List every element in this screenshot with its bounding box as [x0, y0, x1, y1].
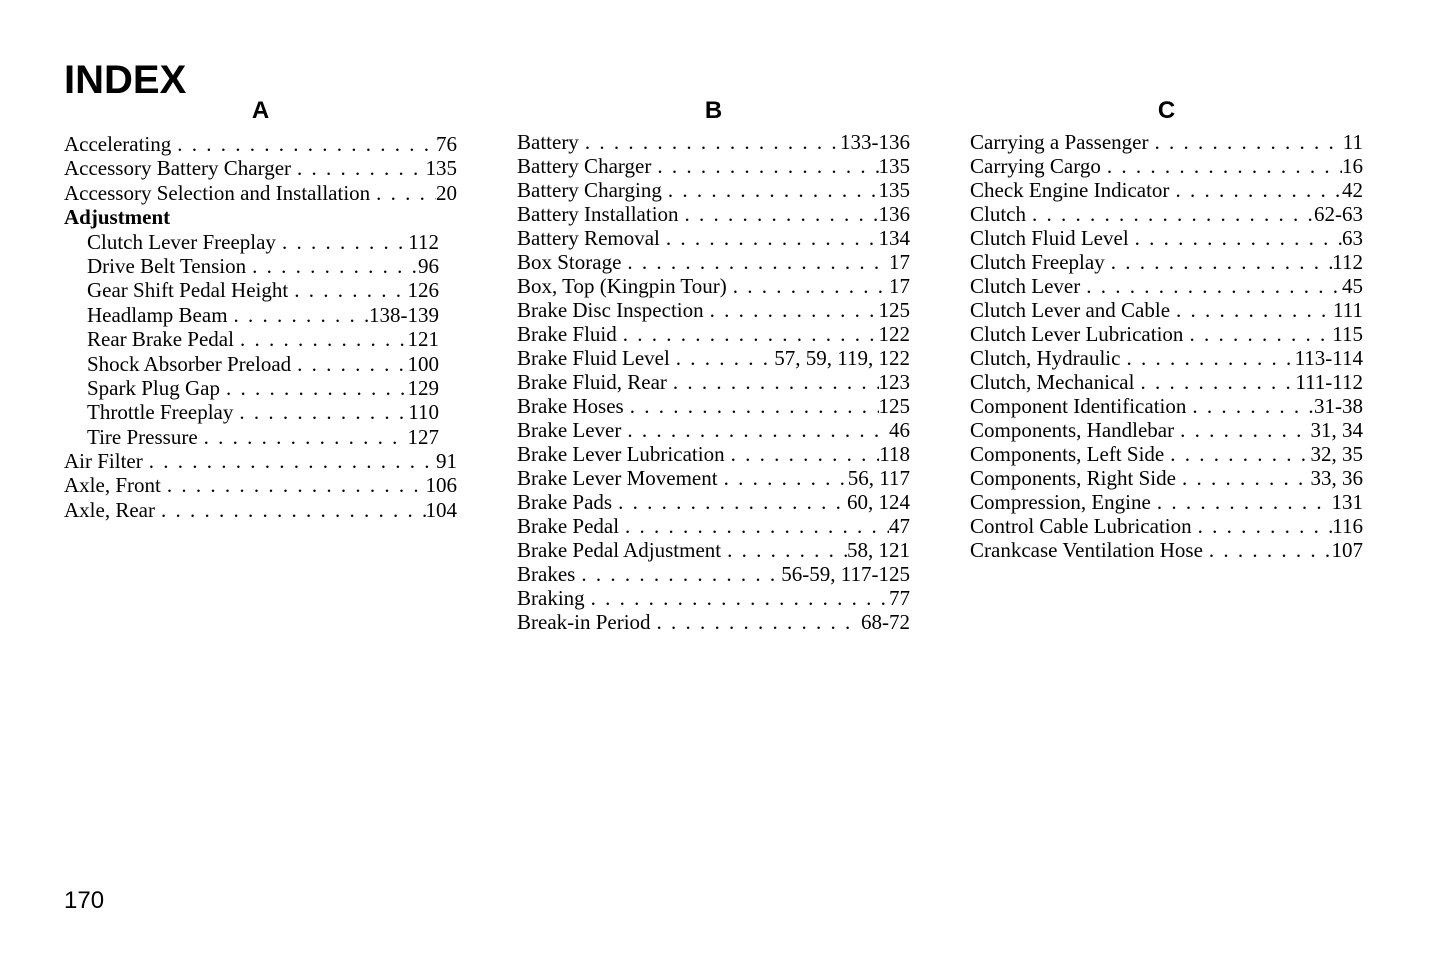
entry-label: Brake Hoses [517, 394, 624, 418]
entry-list [64, 132, 457, 522]
entry-label: Headlamp Beam [87, 302, 228, 327]
entry-pages: 113-114 [1294, 346, 1363, 370]
index-entry [517, 130, 910, 154]
entry-label: Box, Top (Kingpin Tour) [517, 274, 727, 298]
index-sub-entry [64, 400, 457, 424]
index-subheading: Adjustment [64, 205, 171, 230]
index-sub-entry [64, 230, 457, 254]
entry-label: Axle, Front [64, 473, 161, 498]
entry-label: Clutch, Hydraulic [970, 346, 1121, 370]
index-entry [970, 154, 1363, 178]
dot-leader [725, 442, 880, 466]
dot-leader [233, 400, 408, 424]
dot-leader [234, 327, 408, 351]
index-entry [517, 442, 910, 466]
index-column-a [64, 96, 457, 522]
entry-pages: 126 [407, 278, 439, 303]
dot-leader [1101, 154, 1342, 178]
entry-pages: 56-59, 117-125 [781, 562, 910, 586]
entry-label: Shock Absorber Preload [87, 351, 292, 376]
index-sub-entry [64, 303, 457, 327]
entry-pages: 131 [1331, 490, 1363, 514]
entry-label: Clutch Freeplay [970, 250, 1105, 274]
index-entry [64, 473, 457, 497]
index-entry [970, 226, 1363, 250]
section-letter: C [1157, 97, 1176, 124]
dot-leader [1026, 202, 1314, 226]
entry-label: Throttle Freeplay [87, 400, 234, 425]
dot-leader [276, 230, 408, 254]
entry-pages: 76 [436, 132, 457, 156]
dot-leader [155, 498, 426, 522]
entry-label: Box Storage [517, 250, 622, 274]
index-entry [517, 514, 910, 538]
dot-leader [621, 418, 889, 442]
entry-pages: 135 [878, 154, 910, 178]
dot-leader [585, 586, 889, 610]
entry-label: Carrying a Passenger [970, 130, 1149, 154]
entry-label: Components, Right Side [970, 466, 1176, 490]
index-entry [517, 346, 910, 370]
dot-leader [198, 425, 408, 449]
entry-label: Brake Lever Lubrication [517, 442, 725, 466]
dot-leader [1120, 346, 1294, 370]
entry-pages: 123 [878, 370, 910, 394]
entry-pages: 100 [407, 351, 439, 376]
entry-pages: 104 [425, 497, 457, 522]
entry-list [970, 130, 1363, 562]
index-sub-entry [64, 352, 457, 376]
dot-leader [228, 303, 369, 327]
dot-leader [660, 226, 879, 250]
index-sub-entry [64, 376, 457, 400]
index-entry [517, 466, 910, 490]
entry-label: Accessory Battery Charger [64, 156, 292, 181]
dot-leader [667, 370, 879, 394]
entry-pages: 58, 121 [847, 538, 910, 562]
entry-label: Clutch Lever Freeplay [87, 229, 276, 254]
index-entry [970, 130, 1363, 154]
dot-leader [621, 250, 889, 274]
entry-pages: 96 [418, 253, 439, 278]
entry-pages: 63 [1342, 226, 1363, 250]
entry-label: Brake Fluid [517, 322, 617, 346]
index-entry [970, 538, 1363, 562]
entry-pages: 127 [407, 424, 439, 449]
dot-leader [220, 376, 408, 400]
index-entry [517, 418, 910, 442]
index-entry [970, 394, 1363, 418]
entry-label: Gear Shift Pedal Height [87, 278, 289, 303]
index-column-b [517, 96, 910, 634]
dot-leader [291, 156, 425, 180]
entry-label: Rear Brake Pedal [87, 327, 234, 352]
index-entry [517, 322, 910, 346]
dot-leader [1192, 514, 1333, 538]
entry-pages: 17 [889, 274, 910, 298]
entry-pages: 46 [889, 418, 910, 442]
entry-pages: 136 [878, 202, 910, 226]
entry-pages: 32, 35 [1310, 442, 1363, 466]
entry-label: Check Engine Indicator [970, 178, 1170, 202]
entry-pages: 125 [878, 394, 910, 418]
index-entry [970, 322, 1363, 346]
entry-label: Clutch Lever and Cable [970, 298, 1171, 322]
entry-label: Carrying Cargo [970, 154, 1101, 178]
entry-label: Brake Lever [517, 418, 622, 442]
entry-pages: 111-112 [1295, 370, 1363, 394]
dot-leader [1169, 178, 1342, 202]
entry-label: Brake Disc Inspection [517, 298, 704, 322]
index-entry [970, 442, 1363, 466]
index-entry [517, 586, 910, 610]
entry-pages: 77 [889, 586, 910, 610]
dot-leader [619, 514, 889, 538]
entry-label: Clutch Fluid Level [970, 226, 1129, 250]
entry-label: Brake Lever Movement [517, 466, 718, 490]
index-entry [970, 466, 1363, 490]
dot-leader [246, 254, 418, 278]
dot-leader [1203, 538, 1332, 562]
entry-label: Brake Fluid Level [517, 346, 670, 370]
dot-leader [662, 178, 879, 202]
dot-leader [1174, 418, 1310, 442]
index-entry [517, 202, 910, 226]
entry-label: Battery Charging [517, 178, 662, 202]
entry-pages: 33, 36 [1310, 466, 1363, 490]
entry-pages: 129 [407, 375, 439, 400]
entry-label: Battery Charger [517, 154, 652, 178]
entry-pages: 45 [1342, 274, 1363, 298]
entry-pages: 107 [1331, 538, 1363, 562]
index-entry [517, 490, 910, 514]
index-entry [517, 250, 910, 274]
dot-leader [718, 466, 848, 490]
dot-leader [171, 132, 436, 156]
entry-pages: 42 [1342, 178, 1363, 202]
entry-label: Brakes [517, 562, 576, 586]
entry-pages: 31-38 [1314, 394, 1363, 418]
index-entry [970, 370, 1363, 394]
dot-leader [1129, 226, 1342, 250]
dot-leader [704, 298, 879, 322]
dot-leader [651, 154, 878, 178]
entry-label: Brake Fluid, Rear [517, 370, 667, 394]
entry-label: Battery [517, 130, 579, 154]
dot-leader [612, 490, 847, 514]
index-entry [517, 370, 910, 394]
entry-label: Clutch Lever Lubrication [970, 322, 1184, 346]
entry-label: Battery Installation [517, 202, 679, 226]
index-column-c [970, 96, 1363, 562]
dot-leader [1105, 250, 1333, 274]
index-sub-entry [64, 278, 457, 302]
dot-leader [579, 130, 840, 154]
dot-leader [1080, 274, 1342, 298]
index-entry [64, 132, 457, 156]
dot-leader [727, 274, 889, 298]
dot-leader [651, 610, 861, 634]
section-letter: B [704, 97, 723, 124]
index-entry [970, 490, 1363, 514]
index-entry [517, 394, 910, 418]
entry-pages: 138-139 [369, 302, 439, 327]
entry-pages: 56, 117 [847, 466, 910, 490]
entry-pages: 31, 34 [1310, 418, 1363, 442]
section-letter: A [251, 97, 270, 124]
dot-leader [1148, 130, 1342, 154]
entry-label: Braking [517, 586, 585, 610]
index-entry [64, 156, 457, 180]
index-entry [517, 274, 910, 298]
entry-pages: 115 [1332, 322, 1363, 346]
dot-leader [617, 322, 879, 346]
index-entry [970, 178, 1363, 202]
entry-label: Drive Belt Tension [87, 253, 247, 278]
entry-label: Component Identification [970, 394, 1187, 418]
dot-leader [679, 202, 879, 226]
entry-pages: 118 [879, 442, 910, 466]
entry-pages: 135 [425, 156, 457, 181]
dot-leader [161, 473, 426, 497]
dot-leader [721, 538, 847, 562]
index-entry [64, 498, 457, 522]
entry-pages: 112 [408, 229, 439, 254]
index-entry [970, 274, 1363, 298]
entry-pages: 135 [878, 178, 910, 202]
entry-label: Clutch Lever [970, 274, 1081, 298]
index-sub-entry [64, 425, 457, 449]
dot-leader [1134, 370, 1295, 394]
entry-label: Tire Pressure [87, 424, 198, 449]
entry-pages: 110 [408, 400, 439, 425]
index-entry [517, 562, 910, 586]
entry-label: Crankcase Ventilation Hose [970, 538, 1203, 562]
entry-pages: 112 [1332, 250, 1363, 274]
entry-pages: 16 [1342, 154, 1363, 178]
dot-leader [370, 181, 436, 205]
index-sub-entry [64, 327, 457, 351]
dot-leader [1176, 466, 1311, 490]
index-sub-entry [64, 254, 457, 278]
dot-leader [1164, 442, 1310, 466]
entry-pages: 68-72 [861, 610, 910, 634]
entry-label: Brake Pads [517, 490, 613, 514]
entry-label: Spark Plug Gap [87, 375, 220, 400]
page-number: 170 [64, 887, 105, 914]
dot-leader [143, 449, 436, 473]
entry-label: Axle, Rear [64, 497, 155, 522]
entry-pages: 11 [1342, 130, 1363, 154]
entry-pages: 17 [889, 250, 910, 274]
entry-pages: 111 [1333, 298, 1363, 322]
dot-leader [1186, 394, 1314, 418]
entry-label: Brake Pedal [517, 514, 620, 538]
index-entry [970, 346, 1363, 370]
entry-pages: 133-136 [840, 130, 910, 154]
entry-label: Battery Removal [517, 226, 660, 250]
index-entry [970, 298, 1363, 322]
dot-leader [1183, 322, 1332, 346]
entry-label: Components, Left Side [970, 442, 1165, 466]
entry-label: Brake Pedal Adjustment [517, 538, 722, 562]
entry-label: Clutch, Mechanical [970, 370, 1135, 394]
page-title: INDEX [64, 58, 187, 102]
entry-label: Components, Handlebar [970, 418, 1175, 442]
entry-label: Accessory Selection and Installation [64, 180, 371, 205]
index-entry [517, 610, 910, 634]
index-entry [517, 226, 910, 250]
entry-pages: 125 [878, 298, 910, 322]
index-entry [517, 298, 910, 322]
index-entry [64, 449, 457, 473]
entry-list [517, 130, 910, 634]
entry-pages: 62-63 [1314, 202, 1363, 226]
dot-leader [291, 352, 407, 376]
index-entry [970, 514, 1363, 538]
entry-pages: 20 [436, 180, 457, 205]
entry-label: Air Filter [64, 449, 143, 474]
entry-label: Compression, Engine [970, 490, 1151, 514]
dot-leader [670, 346, 774, 370]
entry-label: Accelerating [64, 132, 172, 156]
entry-pages: 60, 124 [847, 490, 910, 514]
index-entry [64, 181, 457, 205]
entry-pages: 134 [878, 226, 910, 250]
entry-pages: 91 [436, 449, 457, 474]
dot-leader [575, 562, 781, 586]
index-entry [970, 202, 1363, 226]
index-entry [517, 154, 910, 178]
entry-label: Break-in Period [517, 610, 651, 634]
entry-label: Clutch [970, 202, 1026, 226]
index-entry [517, 538, 910, 562]
dot-leader [1151, 490, 1332, 514]
entry-pages: 57, 59, 119, 122 [774, 346, 910, 370]
entry-pages: 116 [1332, 514, 1363, 538]
entry-pages: 106 [425, 473, 457, 498]
dot-leader [624, 394, 879, 418]
index-entry [970, 418, 1363, 442]
index-entry [970, 250, 1363, 274]
dot-leader [1170, 298, 1333, 322]
index-entry [517, 178, 910, 202]
entry-pages: 121 [407, 327, 439, 352]
entry-label: Control Cable Lubrication [970, 514, 1192, 538]
entry-pages: 47 [889, 514, 910, 538]
dot-leader [288, 278, 407, 302]
entry-pages: 122 [878, 322, 910, 346]
